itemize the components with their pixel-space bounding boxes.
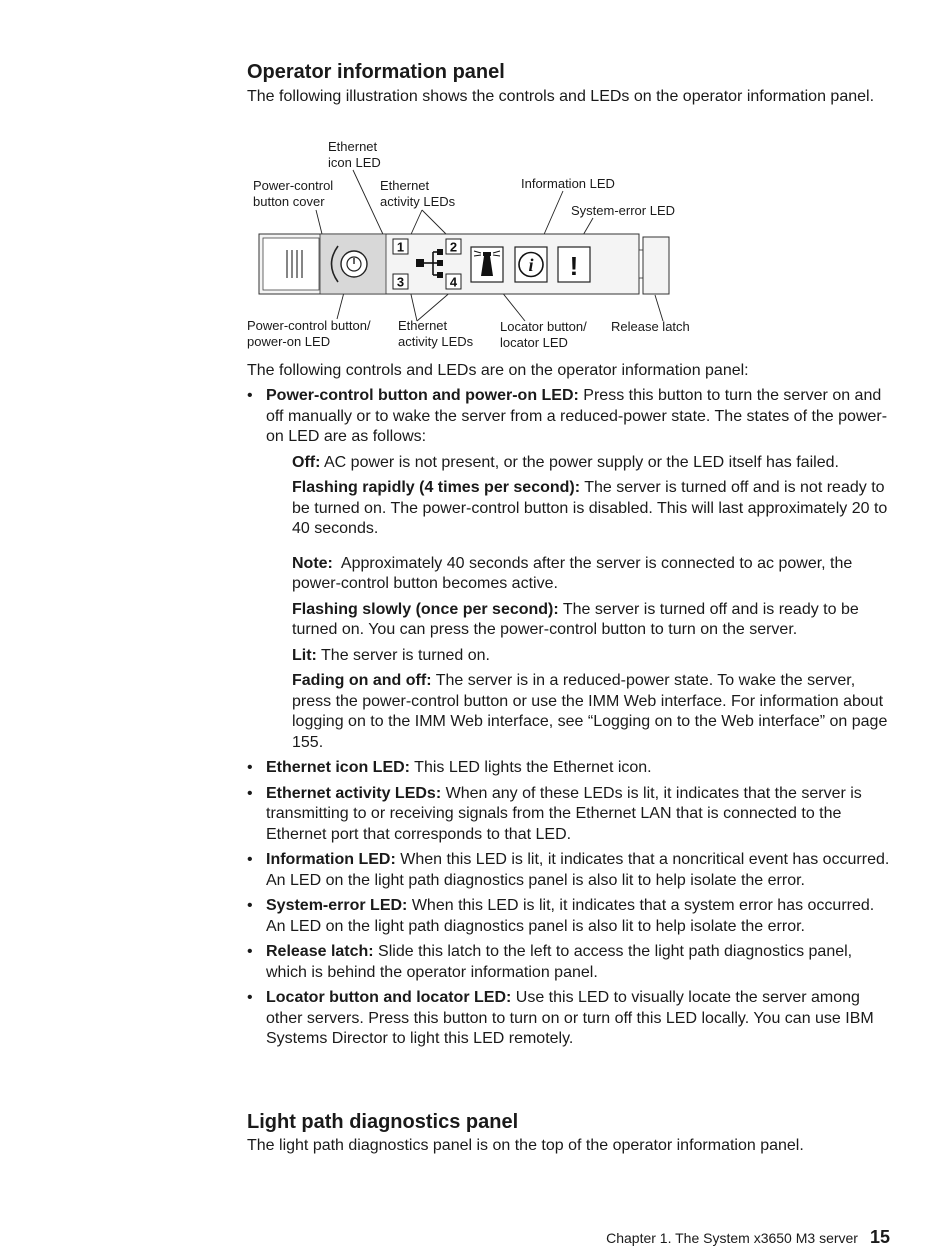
label-ethernet-activity-top-line1: Ethernet (380, 178, 430, 193)
term-ethernet-icon: Ethernet icon LED: (266, 759, 411, 776)
desc-note: Approximately 40 seconds after the server is connected to ac power, the power-control button becomes active. (292, 554, 857, 592)
footer-chapter: Chapter 1. The System x3650 M3 server (606, 1230, 858, 1246)
desc-release-latch: Slide this latch to the left to access the light path diagnostics panel, which is behind the operator information panel. (266, 943, 853, 981)
port-number-4: 4 (449, 274, 458, 290)
information-icon: i (528, 255, 534, 275)
label-release-latch: Release latch (611, 319, 690, 334)
desc-flashing-rapidly: The server is turned off and is not ready to be turned on. The power-control button is disabled. This will last approximately 20 to 40 seconds. (292, 479, 888, 537)
controls-list (247, 386, 897, 1055)
desc-lit: The server is turned on. (316, 646, 490, 664)
term-flashing-rapidly: Flashing rapidly (4 times per second): (292, 479, 581, 496)
term-power: Power-control button and power-on LED: (266, 387, 579, 404)
desc-power: Press this button to turn the server on and off manually or to wake the server from a reduced-power state. The states of the power-on LED are as follows: (266, 387, 888, 445)
list-item (247, 988, 897, 1050)
desc-off: AC power is not present, or the power supply or the LED itself has failed. (320, 453, 839, 471)
desc-locator: Use this LED to visually locate the server among other servers. Press this button to turn on or turn off this LED locally. You can use IBM Systems Director to light this LED remotely. (266, 989, 874, 1047)
label-information-led: Information LED (521, 176, 615, 191)
section2-intro: The light path diagnostics panel is on the top of the operator information panel. (247, 1137, 804, 1154)
term-flashing-slowly: Flashing slowly (once per second): (292, 600, 559, 618)
port-number-1: 1 (396, 239, 405, 255)
port-number-2: 2 (449, 239, 458, 255)
term-fading: Fading on and off: (292, 672, 432, 689)
term-lit: Lit: (292, 646, 317, 664)
label-ethernet-activity-top-line2: activity LEDs (380, 194, 456, 209)
bullet: • (247, 989, 253, 1006)
term-ethernet-activity: Ethernet activity LEDs: (266, 784, 442, 802)
page-footer (606, 1227, 890, 1248)
list-intro: The following controls and LEDs are on the operator information panel: (247, 362, 749, 379)
system-error-icon: ! (569, 251, 579, 281)
desc-system-error: When this LED is lit, it indicates that a system error has occurred. An LED on the light path diagnostics panel is also lit to help isolate the error. (266, 897, 875, 935)
bullet: • (247, 387, 253, 404)
section-title-operator-panel: Operator information panel (247, 61, 505, 83)
bullet: • (247, 851, 253, 868)
desc-flashing-slowly: The server is turned off and is ready to be turned on. You can press the power-control button to turn on the server. (292, 600, 859, 638)
port-number-3: 3 (396, 274, 405, 290)
label-ethernet-activity-bottom-line2: activity LEDs (398, 334, 474, 349)
operator-panel-illustration (245, 138, 705, 353)
list-item (247, 942, 897, 983)
label-system-error-led: System-error LED (571, 203, 676, 218)
term-locator: Locator button and locator LED: (266, 989, 512, 1006)
desc-information: When this LED is lit, it indicates that a noncritical event has occurred. An LED on the light path diagnostics panel is also lit to help isolate the error. (266, 851, 890, 889)
desc-fading: The server is in a reduced-power state. To wake the server, press the power-control button or use the IMM Web interface. For information about logging on to the IMM Web interface, see “Logging on to the Web interface” on page 155. (292, 672, 888, 751)
label-power-button-line2: power-on LED (247, 334, 331, 349)
term-off: Off: (292, 453, 321, 471)
label-ethernet-icon-led-line2: icon LED (328, 155, 381, 170)
list-item (247, 784, 897, 846)
section-title-light-path: Light path diagnostics panel (247, 1111, 519, 1133)
label-power-cover-line2: button cover (253, 194, 325, 209)
term-information: Information LED: (266, 851, 396, 868)
label-locator-line2: locator LED (500, 335, 568, 350)
label-power-button-line1: Power-control button/ (247, 318, 371, 333)
section-intro: The following illustration shows the controls and LEDs on the operator information panel. (247, 88, 875, 105)
term-system-error: System-error LED: (266, 897, 408, 914)
desc-ethernet-icon: This LED lights the Ethernet icon. (410, 759, 652, 776)
bullet: • (247, 784, 253, 802)
term-release-latch: Release latch: (266, 943, 374, 960)
list-item (247, 386, 897, 753)
label-locator-line1: Locator button/ (500, 319, 587, 334)
desc-ethernet-activity: When any of these LEDs is lit, it indicates that the server is transmitting to or receiving signals from the Ethernet LAN that is connected to the Ethernet port that corresponds to that LED. (266, 784, 862, 843)
list-item (247, 758, 897, 779)
label-power-cover-line1: Power-control (253, 178, 334, 193)
page-number: 15 (869, 1227, 890, 1247)
term-note: Note: (292, 554, 333, 572)
bullet: • (247, 897, 253, 914)
label-ethernet-activity-bottom-line1: Ethernet (398, 318, 448, 333)
list-item (247, 850, 897, 891)
bullet: • (247, 759, 253, 776)
bullet: • (247, 943, 253, 960)
label-ethernet-icon-led-line1: Ethernet (328, 139, 378, 154)
list-item (247, 896, 897, 937)
